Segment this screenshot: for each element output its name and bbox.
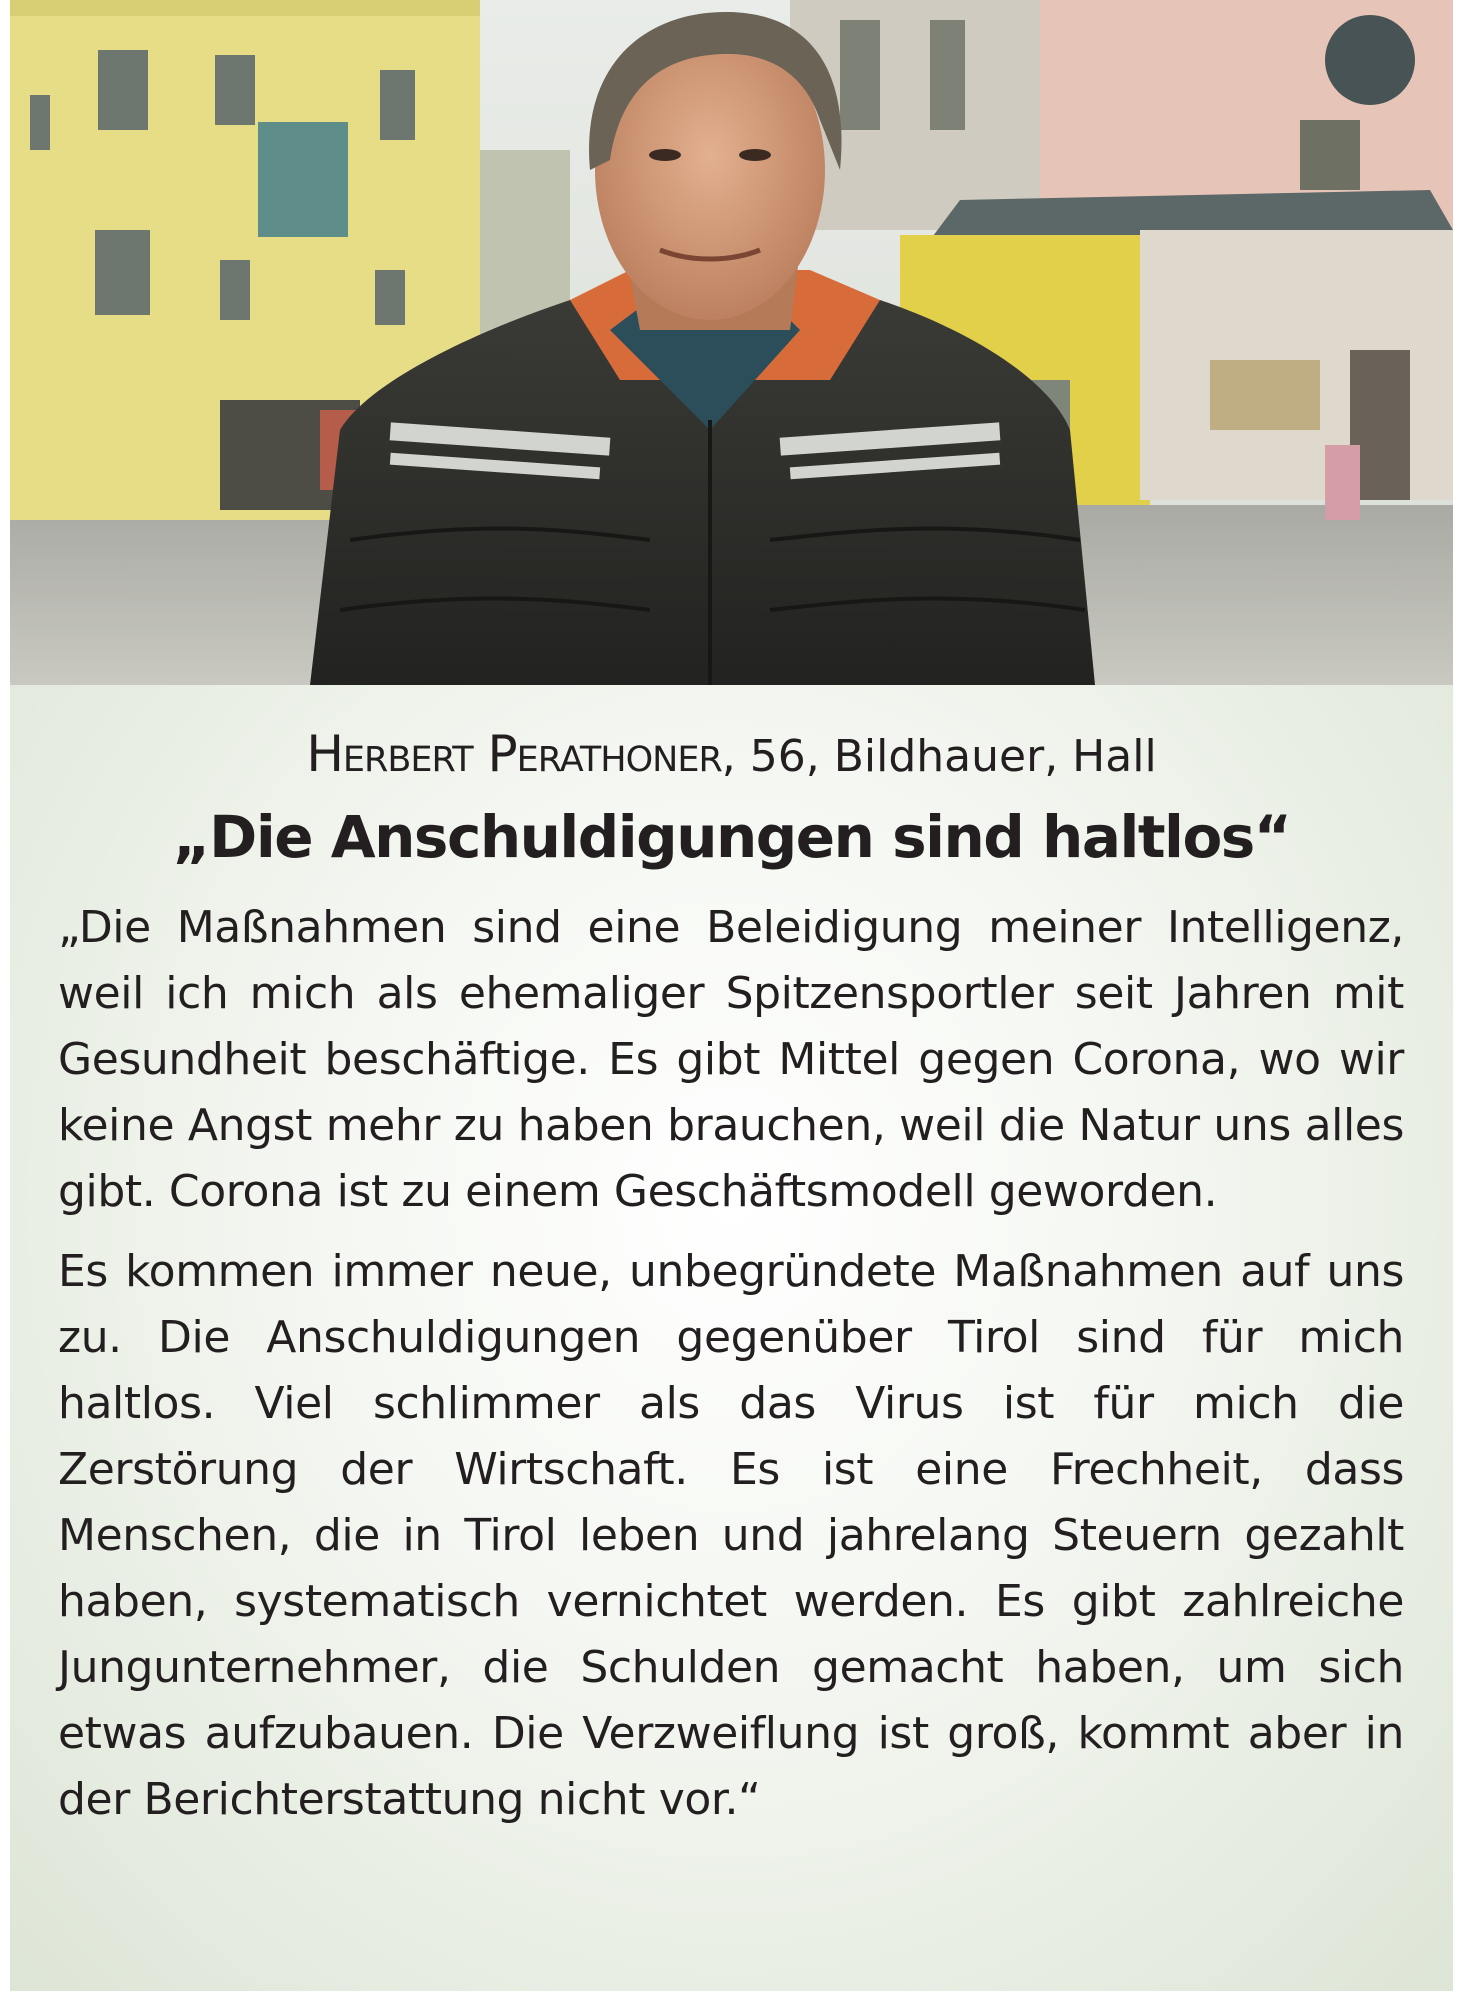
- portrait-photo: [10, 0, 1453, 685]
- person-name: Herbert Perathoner: [306, 725, 722, 783]
- headline: „Die Anschuldigungen sind haltlos“: [172, 803, 1291, 871]
- person-details: , 56, Bildhauer, Hall: [721, 731, 1157, 782]
- byline: [10, 725, 1453, 783]
- body-paragraph: „Die Maßnahmen sind eine Beleidigung meiner Intelligenz, weil ich mich als ehemaliger Spitzensportler seit Jahren mit Gesundheit beschäftige. Es gibt Mittel gegen Corona, wo wir keine Angst mehr zu haben brauchen, weil die Natur uns alles gibt. Corona ist zu einem Geschäftsmodell geworden.: [58, 902, 1404, 1217]
- body-paragraph: Es kommen immer neue, unbegründete Maßnahmen auf uns zu. Die Anschuldigungen gegenüber Tirol sind für mich haltlos. Viel schlimmer als das Virus ist für mich die Zerstörung der Wirtschaft. Es ist eine Frechheit, dass Menschen, die in Tirol leben und jahrelang Steuern gezahlt haben, systematisch vernichtet werden. Es gibt zahlreiche Jungunternehmer, die Schulden gemacht haben, um sich etwas aufzubauen. Die Verzweiflung ist groß, kommt aber in der Berichterstattung nicht vor.“: [58, 1246, 1404, 1825]
- article-body: [58, 895, 1404, 1847]
- article-text-box: [10, 685, 1453, 1991]
